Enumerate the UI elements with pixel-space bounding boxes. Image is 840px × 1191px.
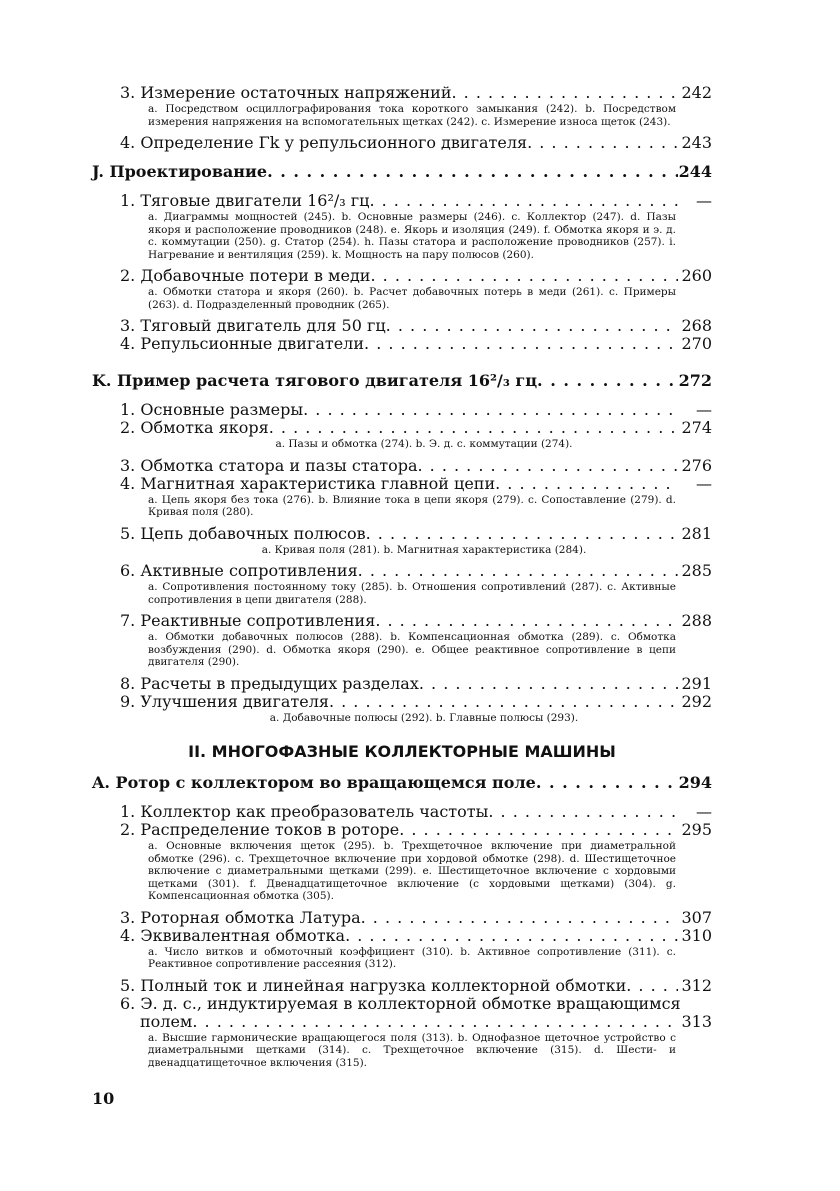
toc-entry: 8. Расчеты в предыдущих разделах . . . 291 [92,675,712,693]
toc-section: A. Ротор с коллектором во вращающемся поле . . . 294 [92,773,712,793]
page-number: 10 [92,1089,115,1108]
toc-subentries: a. Основные включения щеток (295). b. Трехщеточное включение при диаметральной обмотке (296). c. Трехщеточное включение при хордовой обмотке (298). d. Шестищеточное включение с диаметральными щетками (299). e. Шестищеточное включение с хордовыми щетками (301). f. Двенадцатищеточное включение (с хордовыми щетками) (304). g. Компенсационная обмотка (305). [148,840,676,902]
toc-entry: 3. Тяговый двигатель для 50 гц . . . 268 [92,317,712,335]
toc-section: K. Пример расчета тягового двигателя 16²/₃ гц . . . 272 [92,371,712,391]
toc-entry: 9. Улучшения двигателя . . . 292 [92,693,712,711]
toc-subentries: a. Число витков и обмоточный коэффициент (310). b. Активное сопротивление (311). c. Реактивное сопротивление рассеяния (312). [148,945,676,970]
toc-subentries: a. Посредством осциллографирования тока короткого замыкания (242). b. Посредством измерения напряжения на вспомогательных щетках (242). c. Измерение износа щеток (243). [148,103,676,128]
toc-subentries: a. Обмотки статора и якоря (260). b. Расчет добавочных потерь в меди (261). c. Примеры (263). d. Подразделенный проводник (265). [148,286,676,311]
toc-subentries: a. Пазы и обмотка (274). b. Э. д. с. коммутации (274). [275,438,573,450]
toc-subentries: a. Цепь якоря без тока (276). b. Влияние тока в цепи якоря (279). c. Сопоставление (279). d. Кривая поля (280). [148,493,676,518]
toc-entry: 3. Измерение остаточных напряжений . . . 242 [92,84,712,102]
toc-subentries: a. Обмотки добавочных полюсов (288). b. Компенсационная обмотка (289). c. Обмотка возбуждения (290). d. Обмотка якоря (290). e. Общее реактивное сопротивление в цепи двигателя (290). [148,631,676,668]
toc-entry: 1. Тяговые двигатели 16²/₃ гц . . . — [92,192,712,210]
toc-entry: 4. Репульсионные двигатели . . . 270 [92,335,712,353]
toc-entry: 4. Эквивалентная обмотка . . . 310 [92,927,712,945]
toc-entry: 3. Роторная обмотка Латура . . . 307 [92,909,712,927]
toc-entry: 1. Основные размеры . . . — [92,401,712,419]
toc-entry: 4. Магнитная характеристика главной цепи . . . — [92,475,712,493]
toc-entry: 5. Цепь добавочных полюсов . . . 281 [92,525,712,543]
toc-entry: 5. Полный ток и линейная нагрузка коллекторной обмотки . . . 312 [92,977,712,995]
toc-subentries: a. Кривая поля (281). b. Магнитная характеристика (284). [261,543,587,556]
part-heading: II. МНОГОФАЗНЫЕ КОЛЛЕКТОРНЫЕ МАШИНЫ [188,742,616,761]
toc-subentries: a. Диаграммы мощностей (245). b. Основные размеры (246). c. Коллектор (247). d. Пазы якоря и расположение проводников (248). e. Якорь и изоляция (249). f. Обмотка якоря и э. д. с. коммутации (250). g. Статор (254). h. Пазы статора и расположение проводников (257). i. Нагревание и вентиляция (259). k. Мощность на пару полюсов (260). [148,211,676,261]
toc-subentries: a. Высшие гармонические вращающегося поля (313). b. Однофазное щеточное устройство с диаметральными щетками (314). c. Трехщеточное включение (315). d. Шести- и двенадцатищеточное включения (315). [148,1031,676,1069]
toc-entry: 6. Активные сопротивления . . . 285 [92,562,712,580]
table-of-contents [92,84,712,1069]
toc-entry: 7. Реактивные сопротивления . . . 288 [92,612,712,630]
toc-subentries: a. Сопротивления постоянному току (285). b. Отношения сопротивлений (287). c. Активные сопротивления в цепи двигателя (288). [148,581,676,606]
toc-entry: 4. Определение Γk у репульсионного двигателя . . . 243 [92,134,712,152]
toc-entry-line: 6. Э. д. с., индуктируемая в коллекторной обмотке вращающимся [120,993,681,1013]
toc-entry: 3. Обмотка статора и пазы статора . . . 276 [92,457,712,475]
toc-entry: 2. Добавочные потери в меди . . . 260 [92,267,712,285]
toc-entry: 2. Распределение токов в роторе . . . 295 [92,821,712,839]
toc-section: J. Проектирование . . . 244 [92,162,712,182]
toc-entry: полем . . . 313 [92,1013,712,1031]
toc-entry: 1. Коллектор как преобразователь частоты . . . — [92,803,712,821]
toc-subentries: a. Добавочные полюсы (292). b. Главные полюсы (293). [269,711,579,724]
toc-entry: 2. Обмотка якоря . . . 274 [92,419,712,437]
